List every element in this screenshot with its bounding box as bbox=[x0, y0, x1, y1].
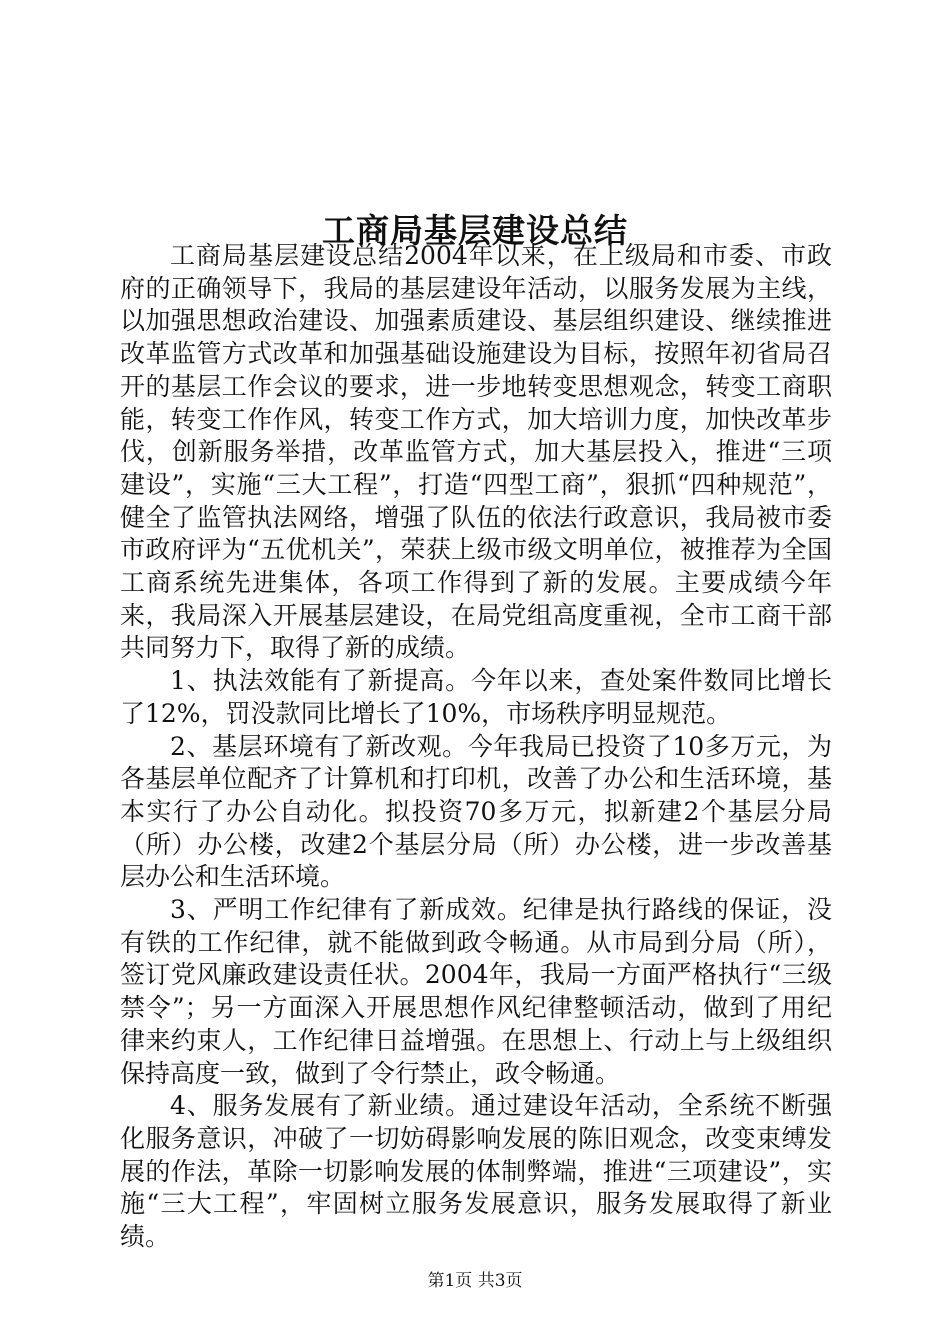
document-body bbox=[120, 240, 832, 1254]
paragraph-item-1: 1、执法效能有了新提高。今年以来，查处案件数同比增长了12%，罚没款同比增长了10%，市场秩序明显规范。 bbox=[120, 666, 832, 728]
paragraph-intro: 工商局基层建设总结2004年以来，在上级局和市委、市政府的正确领导下，我局的基层建设年活动，以服务发展为主线，以加强思想政治建设、加强素质建设、基层组织建设、继续推进改革监管方式改革和加强基础设施建设为目标，按照年初省局召开的基层工作会议的要求，进一步地转变思想观念，转变工商职能，转变工作作风，转变工作方式，加大培训力度，加快改革步伐，创新服务举措，改革监管方式，加大基层投入，推进“三项建设”，实施“三大工程”，打造“四型工商”，狠抓“四种规范”，健全了监管执法网络，增强了队伍的依法行政意识，我局被市委市政府评为“五优机关”，荣获上级市级文明单位，被推荐为全国工商系统先进集体，各项工作得到了新的发展。主要成绩今年来，我局深入开展基层建设，在局党组高度重视，全市工商干部共同努力下，取得了新的成绩。 bbox=[120, 241, 832, 663]
paragraph-item-4: 4、服务发展有了新业绩。通过建设年活动，全系统不断强化服务意识，冲破了一切妨碍影响发展的陈旧观念，改变束缚发展的作法，革除一切影响发展的体制弊端，推进“三项建设”，实施“三大工程”，牢固树立服务发展意识，服务发展取得了新业绩。 bbox=[120, 1091, 832, 1252]
paragraph-item-3: 3、严明工作纪律有了新成效。纪律是执行路线的保证，没有铁的工作纪律，就不能做到政令畅通。从市局到分局（所），签订党风廉政建设责任状。2004年，我局一方面严格执行“三级禁令”；另一方面深入开展思想作风纪律整顿活动，做到了用纪律来约束人，工作纪律日益增强。在思想上、行动上与上级组织保持高度一致，做到了令行禁止，政令畅通。 bbox=[120, 895, 832, 1088]
paragraph-item-2: 2、基层环境有了新改观。今年我局已投资了10多万元，为各基层单位配齐了计算机和打印机，改善了办公和生活环境，基本实行了办公自动化。拟投资70多万元，拟新建2个基层分局（所）办公楼，改建2个基层分局（所）办公楼，进一步改善基层办公和生活环境。 bbox=[120, 731, 832, 892]
page-number-footer: 第1页 共3页 bbox=[427, 1271, 523, 1291]
document-title: 工商局基层建设总结 bbox=[322, 211, 628, 251]
